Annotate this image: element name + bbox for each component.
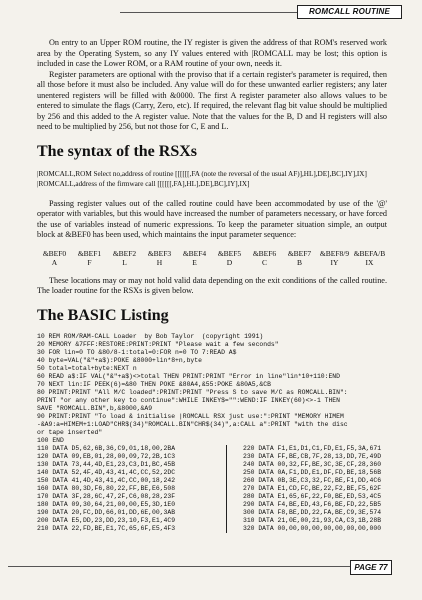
register-cell: F [87,258,92,267]
register-cell: D [226,258,233,267]
register-cell: IY [330,258,339,267]
data-line: 200 DATA E5,DD,23,DD,23,10,F3,E1,4C9 [37,516,176,524]
address-cell: &BEF5 [217,248,242,258]
data-line: 260 DATA 0B,3E,C3,32,FC,BE,F1,DD,4C6 [243,476,382,484]
listing-line: 20 MEMORY &7FFF:RESTORE:PRINT:PRINT "Please wait a few seconds" [37,340,279,348]
register-cell: IX [365,258,374,267]
address-cell: &BEF2 [112,248,137,258]
data-line: 130 DATA 73,44,4D,E1,23,C3,D1,BC,45B [37,460,176,468]
passing-paragraph: Passing register values out of the called routine could have been accommodated by use of the '@' operator with variables, but this would have increased the number of parameters necessary, or have forced the use of variables instead of numeric expressions. To keep the parameter situation simple, an output block at &BEF0 has been used, which maintains the input parameter sequence: [37,198,387,239]
register-cell: E [192,258,197,267]
data-line: 270 DATA E1,CD,FC,BE,22,F2,BE,F5,62F [243,484,382,492]
listing-line: 80 PRINT:PRINT "All M/C loaded":PRINT:PRINT "Press S to save M/C as ROMCALL.BIN": [37,388,348,396]
data-line: 120 DATA 09,EB,01,28,00,09,72,2B,1C3 [37,452,176,460]
syntax-line-firmware: |ROMCALL,address of the firmware call [[[[[[,FA],HL],DE],BC],IY],IX] [37,179,250,188]
register-cell: L [122,258,127,267]
locations-paragraph: These locations may or may not hold valid data depending on the exit conditions of the called routine. The loader routine for the RSXs is given below. [37,275,387,295]
listing-line: 60 READ a$:IF VAL("&"+a$)<>total THEN PRINT:PRINT "Error in line"lin*10+110:END [37,372,340,380]
address-cell: &BEF3 [147,248,172,258]
address-cell: &BEF4 [182,248,207,258]
data-line: 250 DATA 0A,F1,DD,E1,DF,FD,BE,18,56B [243,468,382,476]
data-line: 240 DATA 00,32,FF,BE,3C,3E,CF,28,360 [243,460,382,468]
register-cell: B [296,258,302,267]
register-row [37,258,387,268]
address-cell: &BEF8/9 [319,248,350,258]
data-columns [37,445,387,533]
listing-line: SAVE "ROMCALL.BIN",b,&8000,&A9 [37,404,153,412]
listing-line: -&A9:a=HIMEM+1:LOAD"CHR$(34)"ROMCALL.BIN"CHR$(34)",a:CALL a":PRINT "with the disc [37,420,348,428]
data-line: 160 DATA 80,3D,F6,80,22,FF,BE,E6,508 [37,484,176,492]
data-line: 180 DATA 09,30,64,21,00,00,E5,3D,1E0 [37,500,176,508]
footer-rule [8,566,363,567]
data-line: 230 DATA FF,BE,CB,7F,28,13,DD,7E,49D [243,452,382,460]
data-column-right [227,445,381,533]
listing-line: 90 PRINT:PRINT "To load & initialise |ROMCALL RSX just use:":PRINT "MEMORY HIMEM [37,412,344,420]
address-row [37,249,387,259]
data-line: 320 DATA 00,00,00,00,00,00,00,00,000 [243,524,382,532]
address-cell: &BEF0 [42,248,67,258]
page-number: PAGE 77 [350,560,392,575]
data-line: 310 DATA 21,0E,00,21,93,CA,C3,1B,28B [243,516,382,524]
intro-paragraph-2: Register parameters are optional with the proviso that if a certain register's parameter is required, then all those before it must also be included. Any value will do for these unwanted earlier registers; any later unentered registers will be filled with &0000. The first A register parameter also allows values to be entered to simulate the flags (Carry, Zero, etc). If required, the relevant flag bit value should be multiplied by 256 and this added to the A register value. Note that the values for the B, D and H registers will also need to be multiplied by 256, but not those for C, E and L. [37,69,387,131]
syntax-heading: The syntax of the RSXs [37,142,198,160]
address-cell: &BEF1 [77,248,102,258]
listing-line: or tape inserted" [37,428,103,436]
data-line: 150 DATA 41,4D,43,41,4C,CC,00,18,242 [37,476,176,484]
listing-heading: The BASIC Listing [37,306,169,324]
data-line: 170 DATA 3F,28,6C,47,2F,C6,08,28,23F [37,492,176,500]
intro-paragraph-1: On entry to an Upper ROM routine, the IY register is given the address of that ROM's reserved work area by the Operating System, so any IY values entered with |ROMCALL may be lost; this option is included in case the Lower ROM, or a RAM routine of your own, needs it. [37,38,387,68]
listing-line: 100 END [37,436,64,444]
register-cell: A [51,258,58,267]
listing-line: 30 FOR lin=0 TO &80/8-1:total=0:FOR n=0 TO 7:READ A$ [37,348,237,356]
listing-line: 70 NEXT lin:IF PEEK(6)=&80 THEN POKE &80A4,&55:POKE &80A5,&CB [37,380,271,388]
page-content [37,38,387,533]
address-cell: &BEF7 [287,248,312,258]
data-line: 110 DATA D5,62,6B,36,C9,01,18,00,2BA [37,444,176,452]
listing-line: 40 byte=VAL("&"+a$):POKE &8000+lin*8+n,byte [37,356,202,364]
data-line: 190 DATA 20,FC,DD,66,01,DD,6E,00,3AB [37,508,176,516]
listing-line: 10 REM ROM/RAM-CALL Loader by Bob Taylor (copyright 1991) [37,332,264,340]
data-line: 210 DATA 22,FD,BE,E1,7C,65,6F,E5,4F3 [37,524,176,532]
address-cell: &BEFA/B [353,248,386,258]
address-cell: &BEF6 [252,248,277,258]
syntax-line-romcall: |ROMCALL,ROM Select no,address of routine [[[[[[,FA (note the reversal of the usual AF)],HL],DE],BC],IY],IX] [37,169,367,178]
data-line: 290 DATA F4,BE,ED,43,F6,BE,FD,22,5B5 [243,500,382,508]
listing-line: 50 total=total+byte:NEXT n [37,364,137,372]
listing-line: PRINT "or any other key to continue":WHILE INKEY$="":WEND:IF INKEY(60)<>-1 THEN [37,396,340,404]
basic-listing [37,333,387,445]
data-line: 300 DATA F8,BE,DD,22,FA,BE,C9,3E,574 [243,508,382,516]
data-line: 220 DATA F1,E1,D1,C1,FD,E1,F5,3A,671 [243,444,382,452]
register-cell: H [156,258,163,267]
data-column-left [37,445,227,533]
register-cell: C [261,258,267,267]
section-header: ROMCALL ROUTINE [297,5,402,19]
data-line: 280 DATA E1,65,6F,22,F0,BE,ED,53,4C5 [243,492,382,500]
header-rule [120,12,297,13]
data-line: 140 DATA 52,4F,4D,43,41,4C,CC,52,2DC [37,468,176,476]
